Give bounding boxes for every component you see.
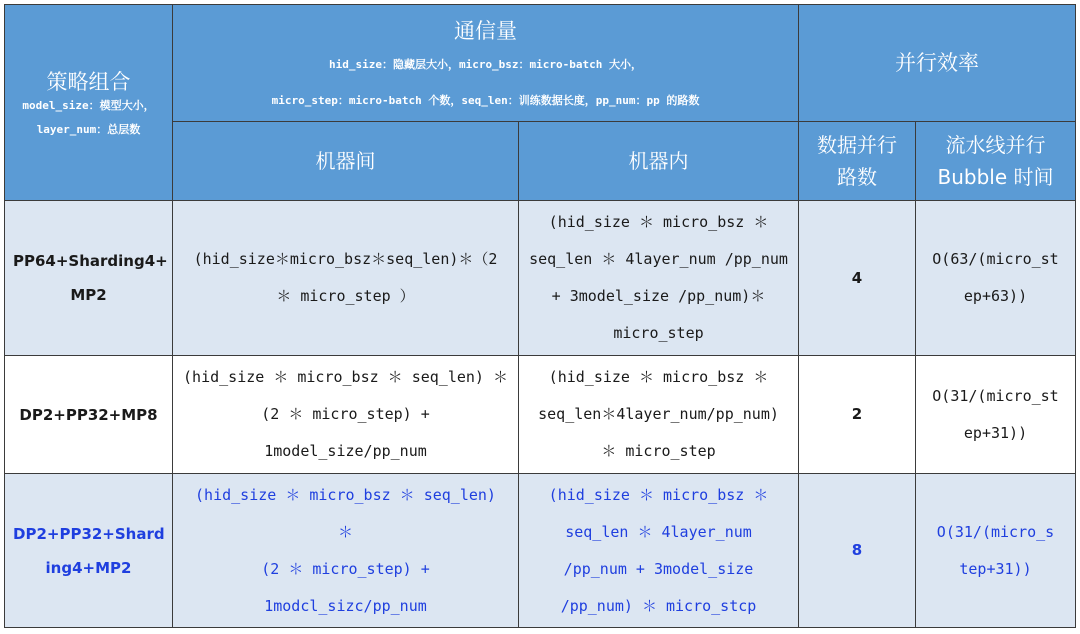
comm-title: 通信量 bbox=[454, 19, 517, 43]
strategy-note: layer_num：总层数 bbox=[36, 122, 141, 136]
dp-ways-header: 数据并行 路数 bbox=[799, 122, 916, 201]
intra-machine-cell: (hid_size ＊ micro_bsz ＊ seq_len ＊ 4layer_num /pp_num + 3model_size /pp_num)＊ micro_step bbox=[519, 201, 799, 356]
table-row bbox=[5, 356, 1076, 474]
comm-header bbox=[173, 5, 799, 122]
pp-bubble-header: 流水线并行 Bubble 时间 bbox=[916, 122, 1076, 201]
strategy-header bbox=[5, 5, 173, 201]
efficiency-title: 并行效率 bbox=[895, 51, 979, 75]
bubble-cell: O(31/(micro_st ep+31)) bbox=[916, 356, 1076, 474]
comm-note: hid_size：隐藏层大小，micro_bsz：micro-batch 大小， bbox=[328, 58, 643, 71]
strategy-cell: DP2+PP32+MP8 bbox=[5, 356, 173, 474]
strategy-note: model_size：模型大小， bbox=[22, 98, 155, 112]
strategy-cell: PP64+Sharding4+ MP2 bbox=[5, 201, 173, 356]
intra-machine-cell: (hid_size ＊ micro_bsz ＊ seq_len ＊ 4layer_num /pp_num + 3model_size /pp_num) ＊ micro_stcp bbox=[519, 474, 799, 628]
strategy-title: 策略组合 bbox=[46, 69, 131, 94]
intra-machine-header: 机器内 bbox=[519, 122, 799, 201]
inter-machine-header: 机器间 bbox=[173, 122, 519, 201]
inter-machine-cell: (hid_size＊micro_bsz＊seq_len)＊（2 ＊ micro_step ） bbox=[173, 201, 519, 356]
comm-note: micro_step：micro-batch 个数，seq_len：训练数据长度，pp_num：pp 的路数 bbox=[271, 94, 700, 107]
inter-machine-cell: (hid_size ＊ micro_bsz ＊ seq_len) ＊ (2 ＊ micro_step) + 1modcl_sizc/pp_num bbox=[173, 474, 519, 628]
intra-machine-cell: (hid_size ＊ micro_bsz ＊ seq_len＊4layer_num/pp_num) ＊ micro_step bbox=[519, 356, 799, 474]
dp-ways-cell: 4 bbox=[799, 201, 916, 356]
table-row bbox=[5, 474, 1076, 628]
strategy-cell: DP2+PP32+Shard ing4+MP2 bbox=[5, 474, 173, 628]
table-row bbox=[5, 201, 1076, 356]
inter-machine-cell: (hid_size ＊ micro_bsz ＊ seq_len) ＊ (2 ＊ micro_step) + 1model_size/pp_num bbox=[173, 356, 519, 474]
dp-ways-cell: 8 bbox=[799, 474, 916, 628]
dp-ways-cell: 2 bbox=[799, 356, 916, 474]
bubble-cell: O(31/(micro_s tep+31)) bbox=[916, 474, 1076, 628]
bubble-cell: O(63/(micro_st ep+63)) bbox=[916, 201, 1076, 356]
efficiency-header bbox=[799, 5, 1076, 122]
strategy-table bbox=[4, 4, 1076, 628]
